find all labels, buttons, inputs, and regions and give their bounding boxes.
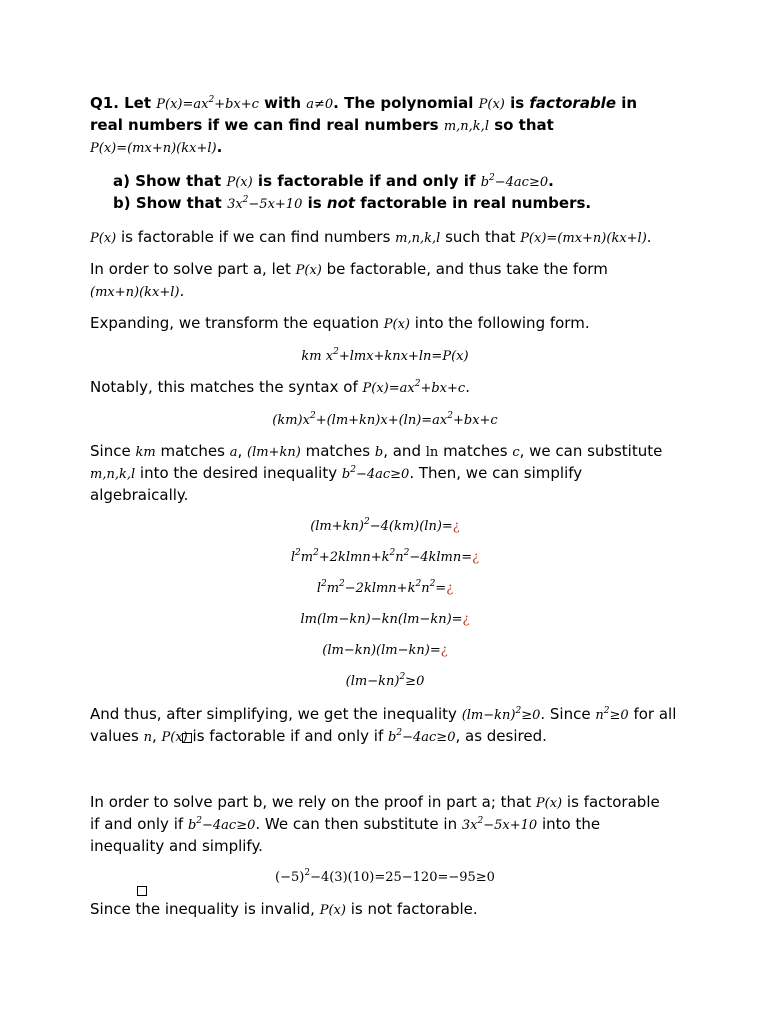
question-line-1 xyxy=(90,93,680,115)
math-a-nonzero: a≠0 xyxy=(306,97,334,112)
simplify-step-3: $l^2m^2-2klmn+k^2n^2=¿$ xyxy=(316,579,454,596)
question-line-2 xyxy=(90,115,680,137)
text-p3: Expanding, we transform the equation xyxy=(90,314,379,332)
text-period: . xyxy=(465,378,470,396)
question-line-3 xyxy=(90,137,680,159)
text-so-that: so that xyxy=(494,116,554,134)
part-a xyxy=(90,171,680,193)
paragraph-7: In order to solve part b, we rely on the proof in part a; that P(x) is factorable if and only if $b^2-4ac\ge 0$. We can then substitute in $3x^2-5x+10$ into the inequality and simplify. xyxy=(90,793,660,855)
text-is: is xyxy=(510,94,525,112)
paragraph-5: Since km matches a, (lm+kn) matches b, and ln matches c, we can substitute m,n,k,l into the desired inequality $b^2-4ac\ge 0$. Then, we can simplify algebraically. xyxy=(90,442,663,504)
text-dot: . xyxy=(216,138,223,156)
paragraph-6: And thus, after simplifying, we get the inequality $(lm-kn)^2\ge 0$. Since $n^2\ge 0$ for all values n, P(x) is factorable if and only if $b^2-4ac\ge 0$, as desired. xyxy=(90,705,677,745)
paragraph-8: Since the inequality is invalid, P(x) is not factorable. xyxy=(90,900,478,918)
simplify-step-5: (lm−kn)(lm−kn)=¿ xyxy=(322,643,448,658)
text-p2b: be factorable, and thus take the form xyxy=(326,260,608,278)
equation-expanded: km $x^2+lmx+knx+\ln=P(x)$ xyxy=(301,347,469,364)
part-a-text: is factorable if and only if xyxy=(257,172,476,190)
text-p2a: In order to solve part a, let xyxy=(90,260,291,278)
math-px: P(x) xyxy=(90,231,117,246)
text-with: with xyxy=(264,94,302,112)
math-p2-form: (mx+n)(kx+l) xyxy=(90,285,180,300)
simplify-step-4: lm(lm−kn)−kn(lm−kn)=¿ xyxy=(300,612,470,627)
text-p1a: is factorable if we can find numbers xyxy=(121,228,391,246)
question-label: Q1. Let xyxy=(90,94,152,112)
simplify-step-1: $(lm+kn)^2-4(km)(\ln)=¿$ xyxy=(310,517,460,534)
math-px: P(x) xyxy=(383,317,410,332)
paragraph-2 xyxy=(90,259,680,303)
math-px: P(x) xyxy=(226,175,253,190)
text-factorable-italic: factorable xyxy=(529,94,616,112)
part-b-label: b) Show that xyxy=(113,194,222,212)
qed-square-icon xyxy=(182,733,192,743)
math-p1-form: P(x)=(mx+n)(kx+l) xyxy=(520,231,647,246)
part-a-label: a) Show that xyxy=(113,172,222,190)
text-in: in xyxy=(621,94,638,112)
text-p4: Notably, this matches the syntax of xyxy=(90,378,358,396)
text-dot: . xyxy=(548,172,554,190)
simplify-step-6: $(lm-kn)^2\ge 0$ xyxy=(345,672,425,689)
math-px: P(x) xyxy=(478,97,505,112)
simplify-step-2: $l^2m^2+2klmn+k^2n^2-4klmn=¿$ xyxy=(290,548,480,565)
text-is: is xyxy=(307,194,322,212)
paragraph-1 xyxy=(90,227,680,249)
qed-square-icon xyxy=(137,886,147,896)
math-px-definition: $P(x)=ax^2+bx+c$ xyxy=(156,95,259,112)
text-polynomial: . The polynomial xyxy=(333,94,474,112)
math-discriminant: $b^2-4ac\ge 0$ xyxy=(480,173,549,190)
text-p1b: such that xyxy=(445,228,516,246)
text-period: . xyxy=(179,282,185,300)
document-page xyxy=(90,93,680,921)
equation-part-b: $(-5)^2-4(3)(10)=25-120=-95\ge 0$ xyxy=(275,868,495,885)
math-px-syntax: $P(x)=ax^2+bx+c$ xyxy=(362,379,466,396)
text-period: . xyxy=(646,228,652,246)
paragraph-4 xyxy=(90,377,680,399)
part-b-text: factorable in real numbers. xyxy=(360,194,592,212)
math-px: P(x) xyxy=(295,263,322,278)
part-b xyxy=(90,193,680,215)
text-not-italic: not xyxy=(326,194,356,212)
text-p3b: into the following form. xyxy=(414,314,590,332)
math-factored-form: P(x)=(mx+n)(kx+l) xyxy=(90,141,217,156)
equation-matched: $(km)x^2+(lm+kn)x+(\ln)=ax^2+bx+c$ xyxy=(272,411,498,428)
math-poly-b: $3x^2-5x+10$ xyxy=(227,195,303,212)
text-real-numbers: real numbers if we can find real numbers xyxy=(90,116,439,134)
math-mnkl: m,n,k,l xyxy=(395,231,441,246)
paragraph-3 xyxy=(90,313,680,335)
math-mnkl: m,n,k,l xyxy=(443,119,489,134)
